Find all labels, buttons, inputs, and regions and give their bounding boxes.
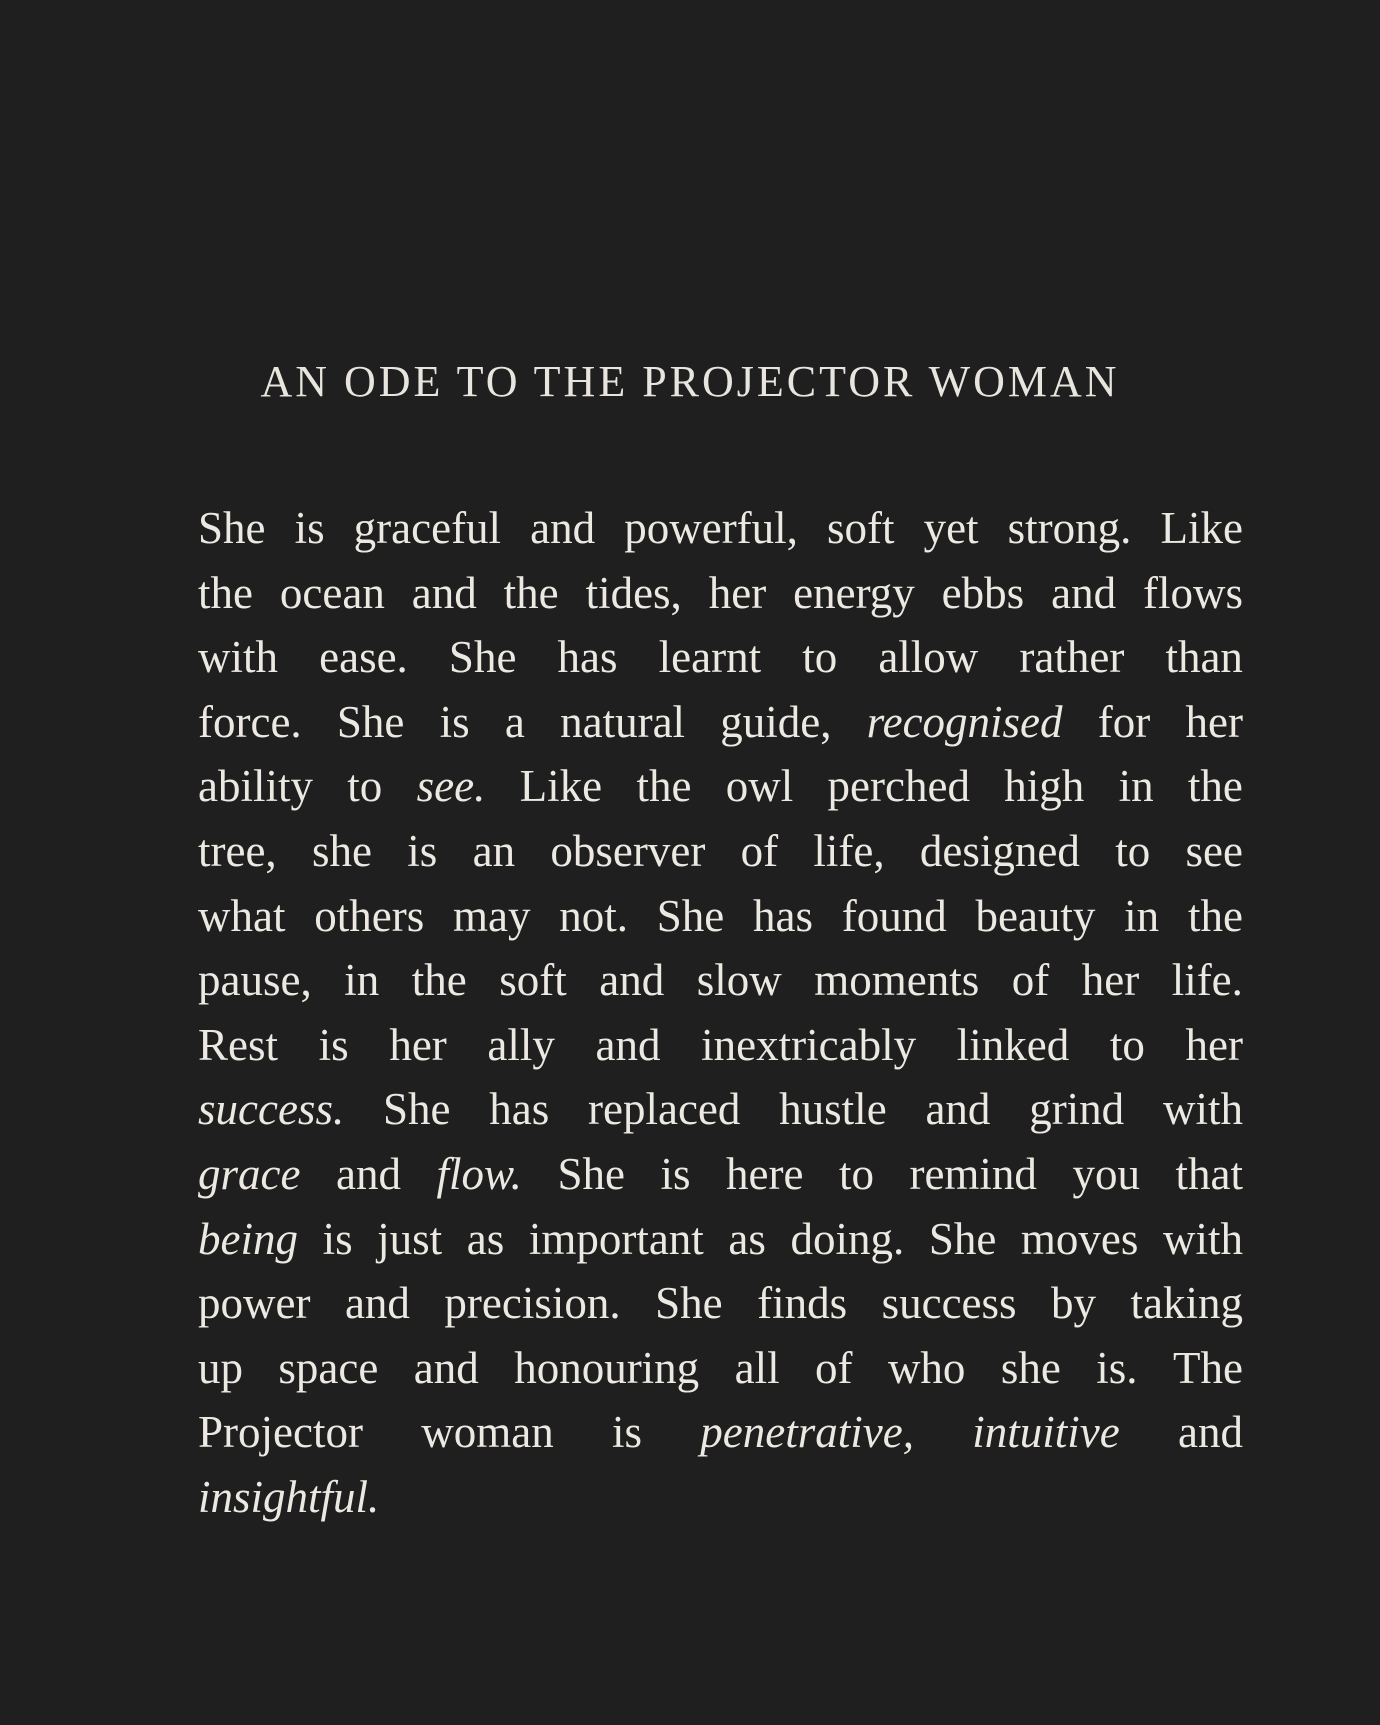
poem-word: linked <box>956 1019 1070 1070</box>
poem-word: the <box>1187 761 1243 812</box>
poem-word: designed <box>919 825 1080 876</box>
poem-word: her <box>708 567 767 618</box>
poem-word: life. <box>1171 955 1243 1006</box>
poem-word: with <box>1162 1084 1243 1135</box>
poem-word: space <box>278 1342 379 1393</box>
poem-word: and <box>1051 567 1117 618</box>
poem-word: success. <box>198 1084 345 1135</box>
poem-word: hustle <box>779 1084 887 1135</box>
poem-line <box>198 948 1243 1013</box>
poem-word: woman <box>421 1407 554 1458</box>
poem-word: to <box>802 632 838 683</box>
poem-word: to <box>1109 1019 1145 1070</box>
poem-word: learnt <box>658 632 762 683</box>
poem-word: is. <box>1096 1342 1138 1393</box>
poem-word: to <box>838 1148 874 1199</box>
poem-word: may <box>452 890 531 941</box>
poem-word: of <box>1011 955 1050 1006</box>
poem-word: and <box>1178 1407 1243 1458</box>
poem-word: power <box>198 1278 311 1329</box>
poem-word: and <box>335 1148 401 1199</box>
poem-line <box>198 625 1243 690</box>
poem-word: she <box>311 825 372 876</box>
poem-word: the <box>198 567 253 618</box>
poem-word: of <box>815 1342 853 1393</box>
poem-word: perched <box>827 761 970 812</box>
poem-word: is <box>660 1148 691 1199</box>
poem-word: others <box>314 890 425 941</box>
poem-line <box>198 1271 1243 1336</box>
poem-word: here <box>725 1148 804 1199</box>
poem-word: inextricably <box>701 1019 917 1070</box>
poem-word: not. <box>559 890 628 941</box>
poem-word: a <box>504 696 525 747</box>
poem-line <box>198 1142 1243 1207</box>
poem-word: insightful. <box>198 1471 380 1522</box>
poem-word: and <box>411 567 477 618</box>
poem-word: soft <box>499 955 567 1006</box>
poem-word: see. <box>416 761 486 812</box>
poem-word: pause, <box>198 955 312 1006</box>
poem-word: and <box>413 1342 479 1393</box>
poem-word: up <box>198 1342 243 1393</box>
poem-word: allow <box>878 632 979 683</box>
poem-word: force. <box>198 696 302 747</box>
poem-word: in <box>1118 761 1154 812</box>
poem-word: recognised <box>866 696 1063 747</box>
poem-word: and <box>599 955 665 1006</box>
poem-word: She <box>336 696 405 747</box>
poem-word: grind <box>1029 1084 1125 1135</box>
poem-word: She <box>928 1213 997 1264</box>
poem-word: who <box>887 1342 966 1393</box>
poem-line <box>198 1336 1243 1401</box>
poem-line <box>198 1207 1243 1272</box>
poem-word: that <box>1175 1148 1243 1199</box>
poem-word: is <box>318 1019 349 1070</box>
poem-word: She <box>655 1278 723 1329</box>
poem-word: intuitive <box>972 1407 1120 1458</box>
poem-word: her <box>1185 696 1243 747</box>
poem-line <box>198 561 1243 626</box>
poem-word: grace <box>198 1148 301 1199</box>
poem-word: and <box>530 503 596 553</box>
poem-word: as <box>466 1213 505 1264</box>
poem-word: has <box>489 1084 550 1135</box>
poem-word: moments <box>814 955 980 1006</box>
poem-line <box>198 1077 1243 1142</box>
poem-word: ability <box>198 761 313 812</box>
poem-word: in <box>1124 890 1160 941</box>
poem-word: you <box>1072 1148 1140 1199</box>
poem-word: her <box>1081 955 1140 1006</box>
poem-word: finds <box>757 1278 848 1329</box>
poem-word: observer <box>550 825 706 876</box>
poem-word: an <box>472 825 516 876</box>
poem-word: the <box>503 567 559 618</box>
poem-word: is <box>294 503 325 553</box>
poem-line <box>198 1013 1243 1078</box>
poem-word: life, <box>813 825 885 876</box>
poem-word: honouring <box>514 1342 700 1393</box>
poem-word: ebbs <box>941 567 1025 618</box>
poem-word: moves <box>1020 1213 1139 1264</box>
poem-word: She <box>656 890 725 941</box>
poem-word: graceful <box>353 503 502 553</box>
poem-body <box>198 496 1243 1530</box>
poem-word: She <box>382 1084 451 1135</box>
poem-word: beauty <box>975 890 1096 941</box>
poem-word: ease. <box>319 632 408 683</box>
poem-word: The <box>1172 1342 1243 1393</box>
poem-word: tree, <box>198 825 277 876</box>
poem-word: flows <box>1143 567 1243 618</box>
poem-word: rather <box>1019 632 1125 683</box>
poem-word: precision. <box>444 1278 621 1329</box>
poem-word: yet <box>923 503 979 553</box>
poem-word: her <box>1185 1019 1243 1070</box>
poem-word: slow <box>696 955 782 1006</box>
poem-word: guide, <box>720 696 832 747</box>
poem-word: flow. <box>436 1148 522 1199</box>
poem-word: important <box>528 1213 704 1264</box>
poem-word: strong. <box>1007 503 1132 553</box>
poem-word: her <box>389 1019 447 1070</box>
poem-word: is <box>612 1407 643 1458</box>
poem-word: tides, <box>585 567 682 618</box>
poem-word: found <box>841 890 947 941</box>
poem-word: She <box>448 632 517 683</box>
poem-word: ocean <box>279 567 385 618</box>
poem-word: as <box>728 1213 766 1264</box>
poem-word: has <box>752 890 813 941</box>
poem-word: and <box>595 1019 661 1070</box>
poem-line <box>198 496 1243 561</box>
poem-line <box>198 884 1243 949</box>
poem-line <box>198 819 1243 884</box>
poem-word: see <box>1185 825 1243 876</box>
poem-title: AN ODE TO THE PROJECTOR WOMAN <box>260 357 1120 406</box>
poem-word: and <box>344 1278 410 1329</box>
poem-word: remind <box>909 1148 1037 1199</box>
poem-word: of <box>740 825 779 876</box>
poem-word: replaced <box>588 1084 741 1135</box>
poem-word: powerful, <box>624 503 798 553</box>
poem-word: success <box>881 1278 1017 1329</box>
poem-word: the <box>636 761 692 812</box>
poem-word: energy <box>793 567 915 618</box>
poem-word: all <box>734 1342 780 1393</box>
poem-word: by <box>1051 1278 1097 1329</box>
poem-word: She <box>557 1148 625 1199</box>
poem-word: to <box>347 761 383 812</box>
poem-word: just <box>377 1213 443 1264</box>
poem-word: is <box>407 825 438 876</box>
poem-word: owl <box>725 761 794 812</box>
poem-word: Like <box>1160 503 1243 553</box>
poem-word: the <box>411 955 467 1006</box>
poem-word: She <box>198 503 266 553</box>
poem-word: the <box>1187 890 1243 941</box>
poem-word: Projector <box>198 1407 363 1458</box>
poem-word: with <box>198 632 279 683</box>
poem-word: Rest <box>198 1019 279 1070</box>
poem-word: with <box>1162 1213 1243 1264</box>
poem-word: being <box>198 1213 298 1264</box>
poem-word: is <box>322 1213 353 1264</box>
poem-word: she <box>1000 1342 1061 1393</box>
poem-word: taking <box>1130 1278 1243 1329</box>
poem-line <box>198 1465 1243 1530</box>
poem-word: ally <box>487 1019 555 1070</box>
poem-word: what <box>198 890 286 941</box>
poem-word: for <box>1097 696 1151 747</box>
poem-word: high <box>1004 761 1085 812</box>
poem-word: has <box>557 632 618 683</box>
poem-word: natural <box>560 696 686 747</box>
poem-word: in <box>344 955 380 1006</box>
poem-word: to <box>1115 825 1151 876</box>
poem-word: penetrative, <box>700 1407 914 1458</box>
poem-word: and <box>925 1084 991 1135</box>
poem-word: is <box>439 696 470 747</box>
poem-word: Like <box>519 761 603 812</box>
poem-line <box>198 1400 1243 1465</box>
poem-line <box>198 754 1243 819</box>
poem-line <box>198 690 1243 755</box>
poem-word: soft <box>827 503 895 553</box>
poem-word: doing. <box>790 1213 905 1264</box>
poem-word: than <box>1165 632 1243 683</box>
